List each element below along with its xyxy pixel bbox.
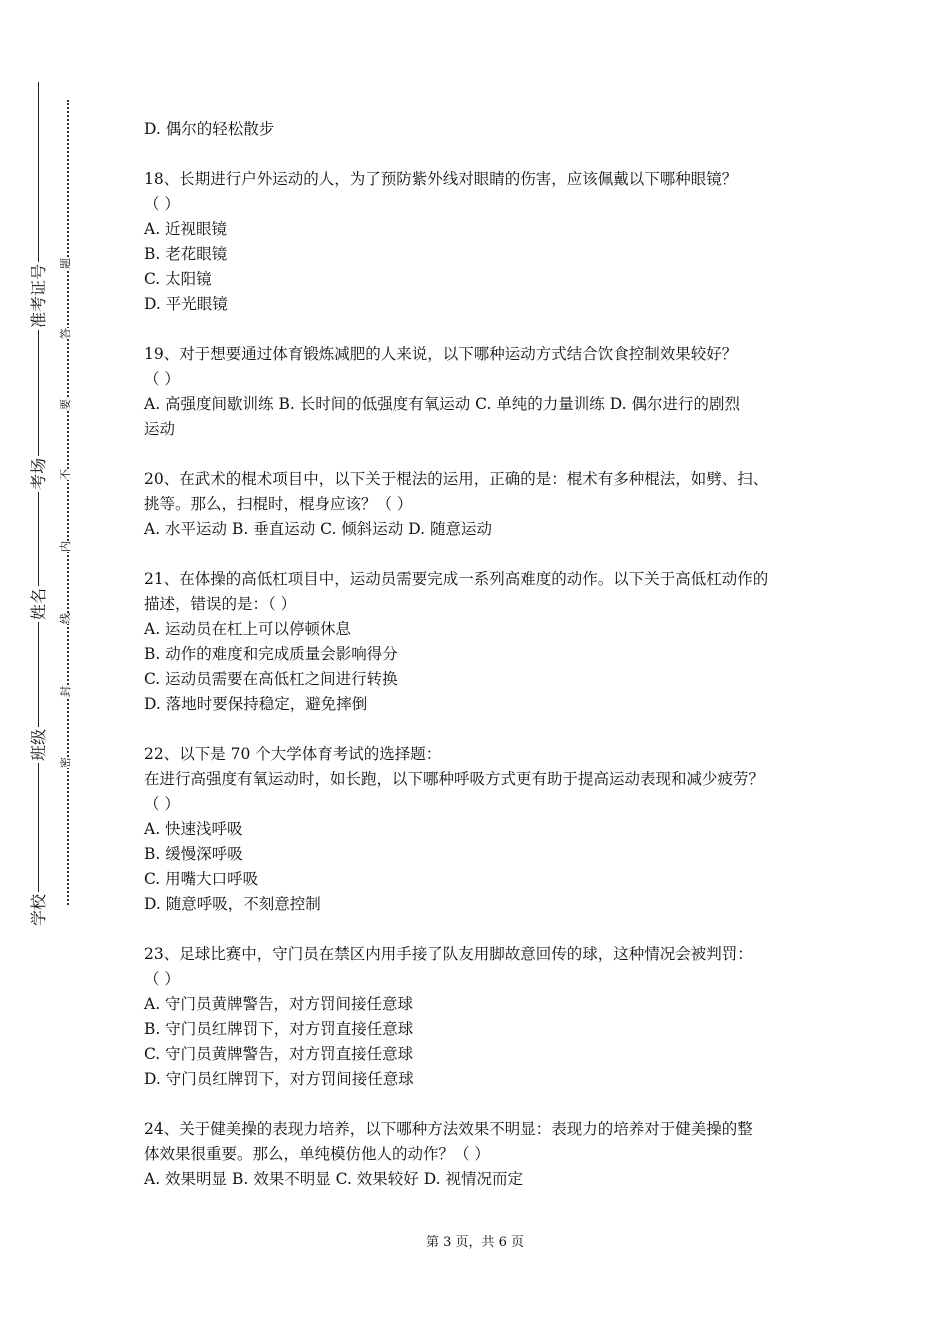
answer-blank: （ ）: [144, 795, 180, 813]
option: B. 缓慢深呼吸: [144, 845, 243, 863]
question-stem: 体效果很重要。那么，单纯模仿他人的动作？（ ）: [144, 1145, 490, 1163]
seal-char: 密: [59, 757, 72, 768]
option: A. 效果明显 B. 效果不明显 C. 效果较好 D. 视情况而定: [144, 1170, 523, 1188]
seal-char: 答: [59, 328, 72, 339]
seal-char: 不: [59, 469, 72, 480]
question-stem: 20、在武术的棍术项目中，以下关于棍法的运用，正确的是：棍术有多种棍法，如劈、扫、: [144, 470, 769, 488]
exam-room-label: 考场: [26, 492, 50, 552]
option: A. 近视眼镜: [144, 220, 228, 238]
option: B. 守门员红牌罚下，对方罚直接任意球: [144, 1020, 414, 1038]
seal-char: 线: [59, 613, 72, 624]
answer-blank: （ ）: [144, 195, 180, 213]
question-23: [144, 942, 814, 1092]
page-footer: 第 3 页，共 6 页: [425, 1235, 525, 1250]
option: A. 运动员在杠上可以停顿休息: [144, 620, 352, 638]
class-label: 班级: [26, 763, 50, 823]
question-21: [144, 567, 814, 717]
question-stem: 18、长期进行户外运动的人，为了预防紫外线对眼睛的伤害，应该佩戴以下哪种眼镜？: [144, 170, 738, 188]
option: D. 平光眼镜: [144, 295, 228, 313]
option: C. 运动员需要在高低杠之间进行转换: [144, 670, 398, 688]
exam-number-label: 准考证号: [26, 330, 50, 390]
option: A. 快速浅呼吸: [144, 820, 243, 838]
question-stem: 挑等。那么，扫棍时，棍身应该？（ ）: [144, 495, 413, 513]
question-22: [144, 742, 814, 917]
option: B. 老花眼镜: [144, 245, 228, 263]
option: C. 守门员黄牌警告，对方罚直接任意球: [144, 1045, 414, 1063]
question-19: [144, 342, 814, 442]
question-stem: 24、关于健美操的表现力培养，以下哪种方法效果不明显：表现力的培养对于健美操的整: [144, 1120, 753, 1138]
option: D. 守门员红牌罚下，对方罚间接任意球: [144, 1070, 414, 1088]
answer-blank: （ ）: [144, 370, 180, 388]
option: A. 守门员黄牌警告，对方罚间接任意球: [144, 995, 414, 1013]
question-stem: 19、对于想要通过体育锻炼减肥的人来说，以下哪种运动方式结合饮食控制效果较好？: [144, 345, 738, 363]
question-20: [144, 467, 814, 542]
question-18: [144, 167, 814, 317]
option: C. 太阳镜: [144, 270, 212, 288]
binding-margin: [0, 0, 90, 1344]
name-label: 姓名: [26, 622, 50, 682]
option: D. 落地时要保持稳定，避免摔倒: [144, 695, 368, 713]
seal-char: 封: [59, 686, 72, 697]
option: D. 随意呼吸，不刻意控制: [144, 895, 321, 913]
option: A. 高强度间歇训练 B. 长时间的低强度有氧运动 C. 单纯的力量训练 D. 偶尔进行的剧烈: [144, 395, 740, 413]
question-24: [144, 1117, 814, 1192]
answer-blank: （ ）: [144, 970, 180, 988]
seal-char: 题: [59, 258, 72, 269]
question-list: [144, 117, 814, 1217]
option: B. 动作的难度和完成质量会影响得分: [144, 645, 398, 663]
school-label: 学校: [26, 928, 50, 988]
question-stem: 23、足球比赛中，守门员在禁区内用手接了队友用脚故意回传的球，这种情况会被判罚：: [144, 945, 753, 963]
seal-dotted-line: [67, 100, 69, 905]
question-stem: 描述，错误的是：（ ）: [144, 595, 297, 613]
option: C. 用嘴大口呼吸: [144, 870, 259, 888]
seal-char: 内: [59, 541, 72, 552]
option: 运动: [144, 420, 176, 438]
question-stem: 22、以下是 70 个大学体育考试的选择题：: [144, 745, 442, 763]
option: A. 水平运动 B. 垂直运动 C. 倾斜运动 D. 随意运动: [144, 520, 492, 538]
option: D. 偶尔的轻松散步: [144, 120, 275, 138]
question-17-tail: [144, 117, 814, 142]
question-stem: 21、在体操的高低杠项目中，运动员需要完成一系列高难度的动作。以下关于高低杠动作的: [144, 570, 769, 588]
seal-char: 要: [59, 399, 72, 410]
question-stem: 在进行高强度有氧运动时，如长跑，以下哪种呼吸方式更有助于提高运动表现和减少疲劳？: [144, 770, 765, 788]
